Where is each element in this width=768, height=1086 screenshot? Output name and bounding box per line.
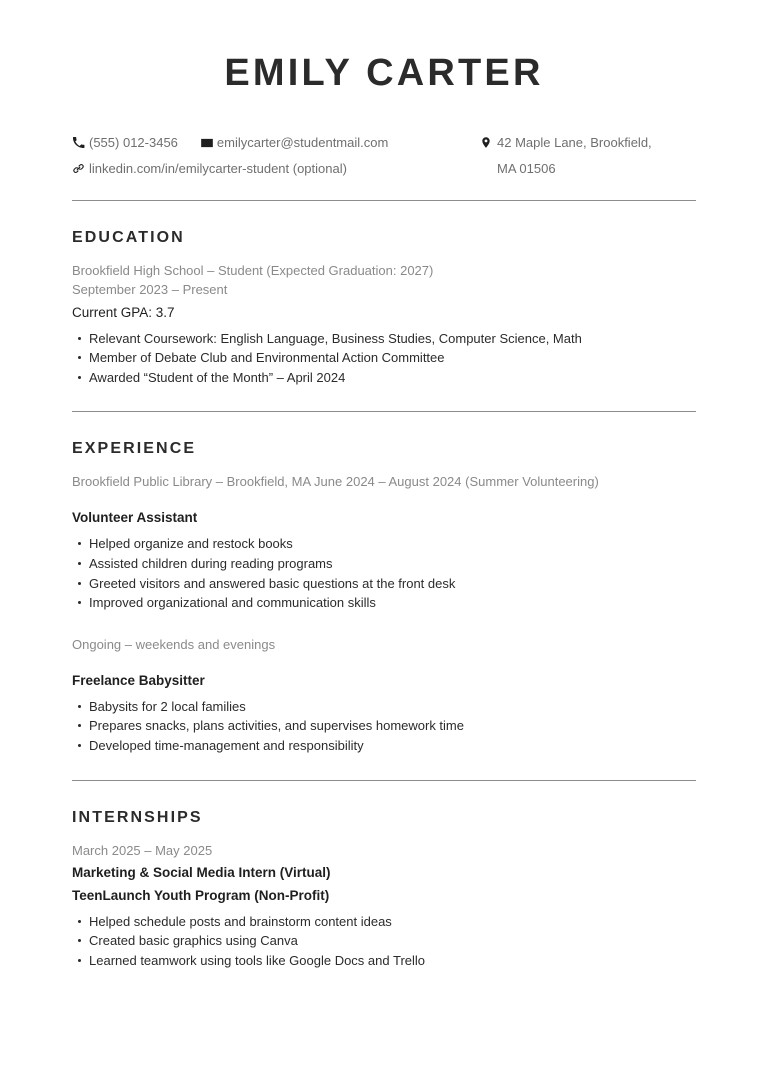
experience-meta: Brookfield Public Library – Brookfield, MA June 2024 – August 2024 (Summer Volunteering) [72,474,599,490]
section-title-education: EDUCATION [72,228,185,246]
contact-column-right [480,130,696,182]
experience-bullets [72,534,696,612]
section-education [72,201,696,388]
list-item: Improved organizational and communication skills [72,593,696,613]
section-internships [72,781,696,971]
list-item: Prepares snacks, plans activities, and supervises homework time [72,716,696,736]
contact-email[interactable] [200,130,388,156]
experience-meta: Ongoing – weekends and evenings [72,636,276,652]
experience-entry [72,635,696,756]
envelope-icon [200,130,217,156]
education-dates: September 2023 – Present [72,281,228,297]
list-item: Learned teamwork using tools like Google Docs and Trello [72,951,696,971]
contact-linkedin-text: linkedin.com/in/emilycarter-student (optional) [89,160,347,176]
list-item: Assisted children during reading programs [72,554,696,574]
list-item: Greeted visitors and answered basic questions at the front desk [72,574,696,594]
list-item: Awarded “Student of the Month” – April 2024 [72,368,696,388]
experience-bullets [72,697,696,756]
education-gpa: Current GPA: 3.7 [72,304,175,320]
section-experience [72,412,696,755]
list-item: Relevant Coursework: English Language, Business Studies, Computer Science, Math [72,329,696,349]
contact-address-text: 42 Maple Lane, Brookfield, MA 01506 [497,134,652,176]
contact-phone-text: (555) 012-3456 [89,134,178,150]
list-item: Member of Debate Club and Environmental Action Committee [72,348,696,368]
phone-icon [72,130,89,156]
header [72,0,696,96]
list-item: Helped organize and restock books [72,534,696,554]
map-pin-icon [480,130,497,156]
contact-phone[interactable] [72,130,178,156]
internships-role: Marketing & Social Media Intern (Virtual) [72,864,331,880]
internships-organization: TeenLaunch Youth Program (Non-Profit) [72,887,330,903]
section-title-internships: INTERNSHIPS [72,808,203,826]
list-item: Developed time-management and responsibility [72,736,696,756]
contact-column-left [72,130,480,182]
contact-info [72,130,696,182]
list-item: Babysits for 2 local families [72,697,696,717]
page-title: EMILY CARTER [224,52,544,94]
internships-dates: March 2025 – May 2025 [72,842,213,858]
list-item: Created basic graphics using Canva [72,931,696,951]
education-school: Brookfield High School – Student (Expected Graduation: 2027) [72,262,434,278]
experience-role: Freelance Babysitter [72,672,205,688]
contact-address [480,130,674,182]
link-icon [72,156,89,182]
section-title-experience: EXPERIENCE [72,440,197,458]
internships-bullets [72,912,696,971]
contact-linkedin[interactable] [72,156,480,182]
list-item: Helped schedule posts and brainstorm content ideas [72,912,696,932]
education-bullets [72,329,696,388]
contact-email-text: emilycarter@studentmail.com [216,134,389,150]
experience-entry [72,472,696,612]
experience-role: Volunteer Assistant [72,510,198,526]
